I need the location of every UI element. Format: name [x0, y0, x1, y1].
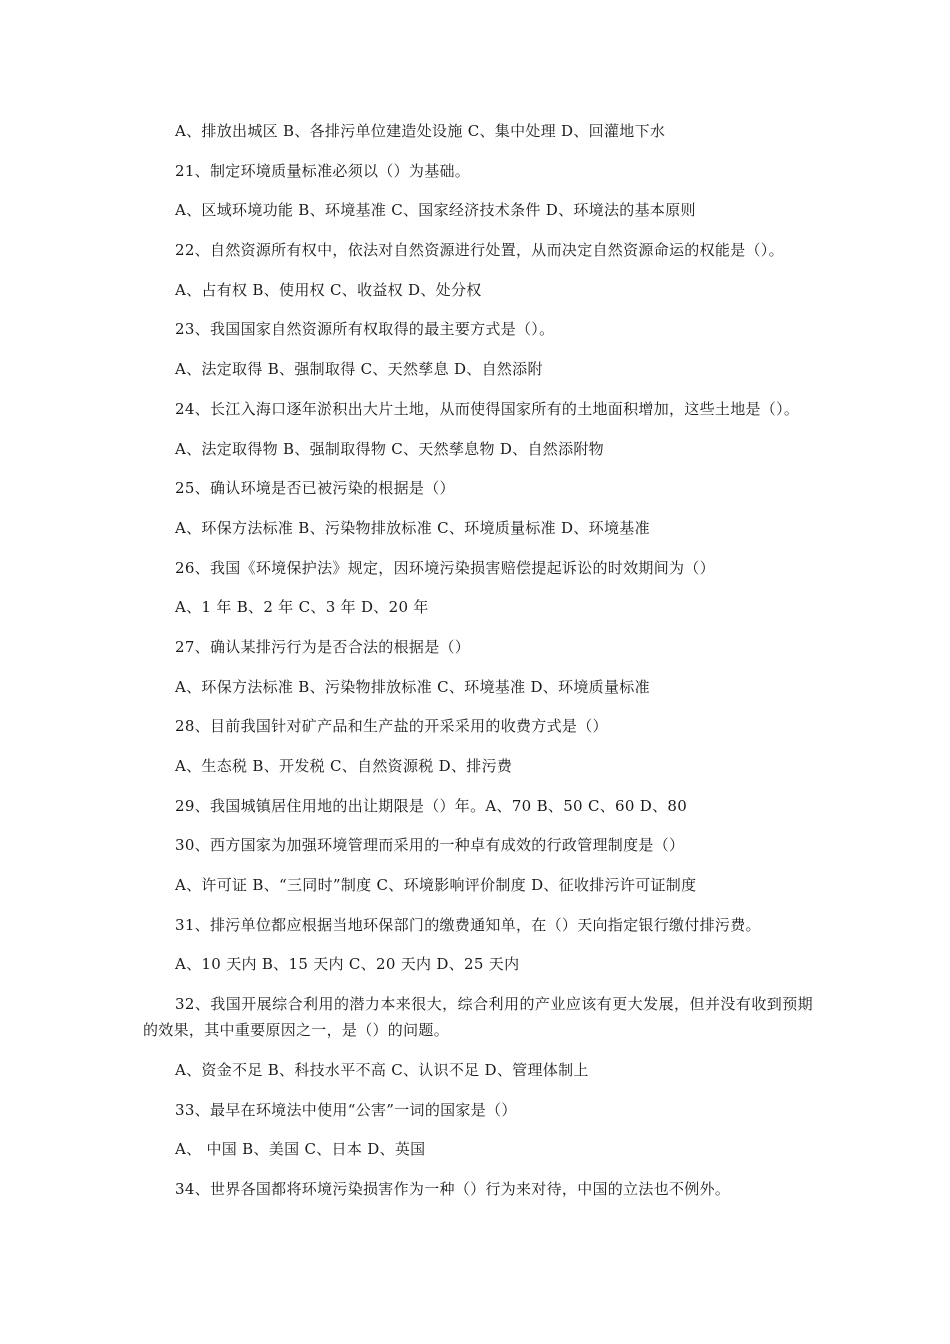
option-line: A、法定取得物 B、强制取得物 C、天然孳息物 D、自然添附物	[175, 439, 604, 458]
option-line: A、10 天内 B、15 天内 C、20 天内 D、25 天内	[175, 955, 520, 974]
option-line: A、环保方法标准 B、污染物排放标准 C、环境基准 D、环境质量标准	[175, 677, 650, 696]
question-29: 29、我国城镇居住用地的出让期限是（）年。A、70 B、50 C、60 D、80	[175, 796, 688, 815]
question-24: 24、长江入海口逐年淤积出大片土地，从而使得国家所有的土地面积增加，这些土地是（）。	[175, 399, 800, 418]
question-21: 21、制定环境质量标准必须以（）为基础。	[175, 161, 471, 180]
option-line: A、排放出城区 B、各排污单位建造处设施 C、集中处理 D、回灌地下水	[175, 122, 666, 140]
question-32: 32、我国开展综合利用的潜力本来很大，综合利用的产业应该有更大发展，但并没有收到预期的效果，其中重要原因之一，是（）的问题。	[143, 995, 813, 1040]
option-line: A、生态税 B、开发税 C、自然资源税 D、排污费	[175, 757, 513, 775]
question-31: 31、排污单位都应根据当地环保部门的缴费通知单，在（）天向指定银行缴付排污费。	[175, 915, 761, 934]
question-25: 25、确认环境是否已被污染的根据是（）	[175, 479, 455, 498]
option-line: A、法定取得 B、强制取得 C、天然孳息 D、自然添附	[175, 360, 543, 379]
option-line: A、占有权 B、使用权 C、收益权 D、处分权	[175, 280, 482, 299]
question-22: 22、自然资源所有权中，依法对自然资源进行处置，从而决定自然资源命运的权能是（）。	[175, 241, 784, 260]
option-line: A、环保方法标准 B、污染物排放标准 C、环境质量标准 D、环境基准	[175, 518, 650, 537]
question-23: 23、我国国家自然资源所有权取得的最主要方式是（）。	[175, 320, 555, 339]
option-line: A、许可证 B、“三同时”制度 C、环境影响评价制度 D、征收排污许可证制度	[175, 876, 697, 895]
question-34: 34、世界各国都将环境污染损害作为一种（）行为来对待，中国的立法也不例外。	[175, 1179, 731, 1198]
document-page	[143, 118, 813, 1216]
question-26: 26、我国《环境保护法》规定，因环境污染损害赔偿提起诉讼的时效期间为（）	[175, 558, 715, 577]
question-33: 33、最早在环境法中使用“公害”一词的国家是（）	[175, 1100, 517, 1119]
option-line: A、区域环境功能 B、环境基准 C、国家经济技术条件 D、环境法的基本原则	[175, 201, 696, 220]
question-27: 27、确认某排污行为是否合法的根据是（）	[175, 637, 471, 656]
question-30: 30、西方国家为加强环境管理而采用的一种卓有成效的行政管理制度是（）	[175, 836, 685, 855]
option-line: A、 中国 B、美国 C、日本 D、英国	[175, 1140, 426, 1159]
option-line: A、1 年 B、2 年 C、3 年 D、20 年	[175, 598, 429, 617]
option-line: A、资金不足 B、科技水平不高 C、认识不足 D、管理体制上	[175, 1060, 589, 1079]
question-28: 28、目前我国针对矿产品和生产盐的开采采用的收费方式是（）	[175, 717, 608, 736]
